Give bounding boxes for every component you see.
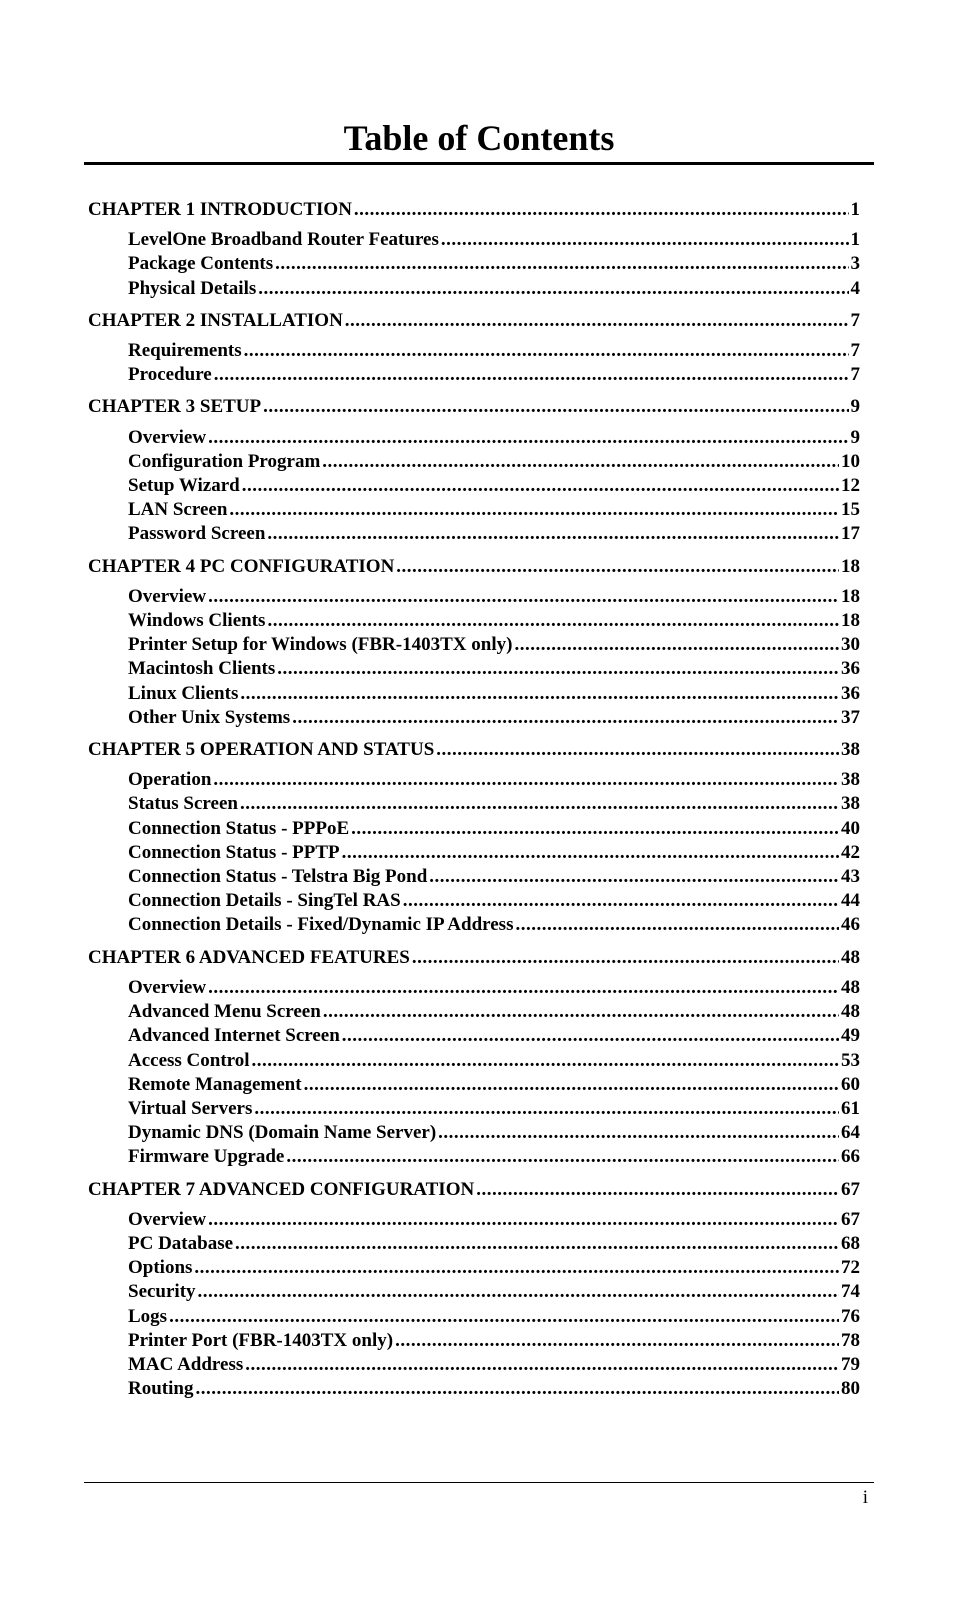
- toc-section-entry[interactable]: [88, 363, 860, 387]
- dot-leader: [267, 522, 839, 546]
- toc-section-entry-page-number: 44: [841, 890, 860, 912]
- toc-section-entry-page-number: 64: [841, 1122, 860, 1144]
- dot-leader: [429, 865, 839, 889]
- toc-section-entry-page-number: 48: [841, 1001, 860, 1023]
- toc-section-entry-page-number: 40: [841, 817, 860, 839]
- toc-section-entry-label: Windows Clients: [128, 610, 266, 632]
- toc-section-entry-label: Operation: [128, 769, 212, 791]
- toc-chapter-entry-label: CHAPTER 3 SETUP: [88, 396, 262, 418]
- toc-section-entry-page-number: 49: [841, 1025, 860, 1047]
- toc-chapter-entry-label: CHAPTER 2 INSTALLATION: [88, 309, 343, 331]
- dot-leader: [195, 1377, 839, 1401]
- dot-leader: [286, 1145, 839, 1169]
- toc-section-entry-page-number: 17: [841, 523, 860, 545]
- toc-section-entry[interactable]: [88, 889, 860, 913]
- toc-section-entry-page-number: 36: [841, 658, 860, 680]
- toc-chapter-entry[interactable]: [88, 198, 860, 222]
- toc-chapter-entry-label: CHAPTER 4 PC CONFIGURATION: [88, 555, 395, 577]
- chapter-block: [88, 309, 860, 388]
- toc-chapter-entry-page-number: 38: [841, 739, 860, 761]
- toc-section-entry-label: Access Control: [128, 1049, 250, 1071]
- toc-section-entry[interactable]: [88, 228, 860, 252]
- dot-leader: [515, 913, 839, 937]
- toc-section-entry-label: Printer Setup for Windows (FBR-1403TX only): [128, 634, 513, 656]
- toc-section-entry[interactable]: [88, 1000, 860, 1024]
- toc-section-entry[interactable]: [88, 474, 860, 498]
- dot-leader: [342, 1024, 839, 1048]
- toc-section-entry[interactable]: [88, 1256, 860, 1280]
- toc-chapter-entry[interactable]: [88, 395, 860, 419]
- page-title: Table of Contents: [343, 118, 615, 158]
- toc-section-entry-page-number: 72: [841, 1257, 860, 1279]
- toc-section-entry-page-number: 80: [841, 1378, 860, 1400]
- toc-section-entry-label: Configuration Program: [128, 450, 321, 472]
- toc-section-entry-label: Security: [128, 1281, 196, 1303]
- dot-leader: [229, 498, 839, 522]
- toc-section-entry[interactable]: [88, 706, 860, 730]
- dot-leader: [304, 1073, 839, 1097]
- toc-section-entry-page-number: 37: [841, 706, 860, 728]
- toc-section-entry-page-number: 36: [841, 682, 860, 704]
- table-of-contents: [88, 198, 860, 1409]
- toc-section-entry[interactable]: [88, 1073, 860, 1097]
- toc-chapter-entry-page-number: 1: [850, 199, 860, 220]
- toc-section-entry[interactable]: [88, 339, 860, 363]
- toc-section-entry-label: Overview: [128, 426, 207, 448]
- dot-leader: [277, 657, 839, 681]
- toc-section-entry[interactable]: [88, 1024, 860, 1048]
- toc-chapter-entry[interactable]: [88, 555, 860, 579]
- toc-section-entry-label: Package Contents: [128, 253, 274, 275]
- toc-section-entry-label: Connection Status - PPPoE: [128, 817, 350, 839]
- toc-section-entry-page-number: 46: [841, 914, 860, 936]
- toc-section-entry-label: Overview: [128, 1208, 207, 1230]
- dot-leader: [244, 339, 849, 363]
- toc-chapter-entry-page-number: 48: [841, 946, 860, 968]
- chapter-block: [88, 738, 860, 938]
- toc-section-entry-label: Status Screen: [128, 793, 238, 815]
- toc-chapter-entry[interactable]: [88, 738, 860, 762]
- toc-section-entry-page-number: 60: [841, 1073, 860, 1095]
- toc-section-entry[interactable]: [88, 1280, 860, 1304]
- toc-section-entry-page-number: 53: [841, 1049, 860, 1071]
- dot-leader: [412, 946, 839, 970]
- toc-section-entry-label: Options: [128, 1257, 193, 1279]
- toc-section-entry[interactable]: [88, 277, 860, 301]
- toc-section-entry[interactable]: [88, 1208, 860, 1232]
- dot-leader: [275, 252, 848, 276]
- toc-section-entry-page-number: 9: [850, 426, 860, 448]
- toc-section-entry-label: LAN Screen: [128, 499, 228, 521]
- toc-section-entry-label: Connection Status - PPTP: [128, 841, 340, 863]
- toc-section-entry[interactable]: [88, 585, 860, 609]
- toc-section-entry[interactable]: [88, 841, 860, 865]
- dot-leader: [514, 633, 839, 657]
- dot-leader: [436, 738, 839, 762]
- toc-section-entry-label: LevelOne Broadband Router Features: [128, 229, 439, 251]
- toc-section-entry[interactable]: [88, 609, 860, 633]
- toc-section-entry-label: Remote Management: [128, 1073, 302, 1095]
- toc-section-entry[interactable]: [88, 1232, 860, 1256]
- toc-section-entry-label: Virtual Servers: [128, 1097, 253, 1119]
- toc-section-entry[interactable]: [88, 657, 860, 681]
- toc-section-entry[interactable]: [88, 865, 860, 889]
- dot-leader: [441, 228, 849, 252]
- toc-section-entry[interactable]: [88, 1097, 860, 1121]
- dot-leader: [240, 682, 839, 706]
- dot-leader: [208, 426, 848, 450]
- toc-chapter-entry-label: CHAPTER 5 OPERATION AND STATUS: [88, 739, 435, 761]
- toc-section-entry-label: Setup Wizard: [128, 475, 240, 497]
- toc-section-entry-label: Advanced Internet Screen: [128, 1025, 340, 1047]
- toc-section-entry-label: Macintosh Clients: [128, 658, 276, 680]
- dot-leader: [267, 609, 839, 633]
- toc-section-entry-page-number: 4: [850, 277, 860, 299]
- toc-section-entry-page-number: 74: [841, 1281, 860, 1303]
- dot-leader: [198, 1280, 839, 1304]
- toc-section-entry[interactable]: [88, 1329, 860, 1353]
- dot-leader: [252, 1049, 839, 1073]
- toc-section-entry-page-number: 78: [841, 1329, 860, 1351]
- toc-section-entry[interactable]: [88, 1121, 860, 1145]
- title-divider: [84, 162, 874, 165]
- toc-section-entry-label: Procedure: [128, 364, 212, 386]
- toc-section-entry-label: Printer Port (FBR-1403TX only): [128, 1329, 394, 1351]
- toc-section-entry-page-number: 7: [850, 340, 860, 362]
- chapter-block: [88, 1178, 860, 1402]
- toc-section-entry-label: Physical Details: [128, 277, 257, 299]
- toc-section-entry[interactable]: [88, 682, 860, 706]
- toc-section-entry-page-number: 42: [841, 841, 860, 863]
- toc-section-entry-page-number: 66: [841, 1146, 860, 1168]
- toc-chapter-entry-page-number: 67: [841, 1178, 860, 1200]
- toc-chapter-entry-page-number: 18: [841, 555, 860, 577]
- toc-section-entry-label: Advanced Menu Screen: [128, 1001, 321, 1023]
- toc-section-entry-page-number: 48: [841, 976, 860, 998]
- toc-section-entry[interactable]: [88, 1377, 860, 1401]
- toc-section-entry-page-number: 1: [850, 229, 860, 251]
- toc-section-entry-page-number: 61: [841, 1097, 860, 1119]
- chapter-block: [88, 946, 860, 1170]
- dot-leader: [438, 1121, 839, 1145]
- toc-section-entry-label: Other Unix Systems: [128, 706, 291, 728]
- toc-section-entry-label: Dynamic DNS (Domain Name Server): [128, 1122, 437, 1144]
- dot-leader: [403, 889, 839, 913]
- toc-chapter-entry[interactable]: [88, 309, 860, 333]
- toc-section-entry-page-number: 30: [841, 634, 860, 656]
- toc-section-entry-label: Connection Details - SingTel RAS: [128, 890, 401, 912]
- dot-leader: [292, 706, 839, 730]
- toc-chapter-entry[interactable]: [88, 946, 860, 970]
- toc-section-entry[interactable]: [88, 1353, 860, 1377]
- toc-section-entry-page-number: 43: [841, 866, 860, 888]
- toc-section-entry[interactable]: [88, 976, 860, 1000]
- toc-section-entry[interactable]: [88, 522, 860, 546]
- dot-leader: [351, 817, 839, 841]
- dot-leader: [395, 1329, 839, 1353]
- dot-leader: [194, 1256, 839, 1280]
- toc-section-entry-page-number: 10: [841, 450, 860, 472]
- dot-leader: [208, 585, 839, 609]
- toc-section-entry-label: Password Screen: [128, 523, 266, 545]
- toc-section-entry-label: Overview: [128, 585, 207, 607]
- toc-section-entry-label: Connection Details - Fixed/Dynamic IP Address: [128, 914, 514, 936]
- toc-section-entry[interactable]: [88, 426, 860, 450]
- toc-chapter-entry-page-number: 7: [850, 309, 860, 331]
- toc-section-entry-page-number: 18: [841, 585, 860, 607]
- chapter-block: [88, 198, 860, 301]
- dot-leader: [396, 555, 839, 579]
- dot-leader: [258, 277, 848, 301]
- dot-leader: [240, 792, 839, 816]
- footer-divider: [84, 1482, 874, 1483]
- toc-chapter-entry-label: CHAPTER 6 ADVANCED FEATURES: [88, 946, 410, 968]
- toc-section-entry-page-number: 76: [841, 1305, 860, 1327]
- toc-section-entry-page-number: 3: [850, 253, 860, 275]
- toc-section-entry-page-number: 79: [841, 1353, 860, 1375]
- dot-leader: [245, 1353, 839, 1377]
- chapter-block: [88, 395, 860, 546]
- dot-leader: [354, 198, 849, 222]
- toc-section-entry-page-number: 7: [850, 364, 860, 386]
- toc-chapter-entry-label: CHAPTER 1 INTRODUCTION: [88, 199, 352, 220]
- toc-section-entry-label: Logs: [128, 1305, 168, 1327]
- dot-leader: [169, 1305, 839, 1329]
- toc-section-entry-page-number: 12: [841, 475, 860, 497]
- toc-section-entry-label: PC Database: [128, 1232, 234, 1254]
- toc-section-entry-label: Overview: [128, 976, 207, 998]
- dot-leader: [213, 768, 839, 792]
- dot-leader: [208, 1208, 839, 1232]
- toc-section-entry-label: Firmware Upgrade: [128, 1146, 285, 1168]
- dot-leader: [235, 1232, 839, 1256]
- toc-section-entry-page-number: 38: [841, 793, 860, 815]
- toc-section-entry-label: Connection Status - Telstra Big Pond: [128, 866, 428, 888]
- toc-section-entry[interactable]: [88, 1049, 860, 1073]
- dot-leader: [322, 450, 839, 474]
- dot-leader: [476, 1178, 839, 1202]
- toc-section-entry-label: Routing: [128, 1378, 194, 1400]
- dot-leader: [263, 395, 848, 419]
- toc-chapter-entry[interactable]: [88, 1178, 860, 1202]
- dot-leader: [214, 363, 849, 387]
- toc-section-entry-page-number: 38: [841, 769, 860, 791]
- toc-section-entry[interactable]: [88, 633, 860, 657]
- dot-leader: [345, 309, 849, 333]
- toc-section-entry[interactable]: [88, 450, 860, 474]
- toc-section-entry[interactable]: [88, 792, 860, 816]
- dot-leader: [342, 841, 839, 865]
- page-number: i: [862, 1487, 868, 1508]
- chapter-block: [88, 555, 860, 730]
- toc-section-entry-label: Linux Clients: [128, 682, 239, 704]
- dot-leader: [208, 976, 839, 1000]
- toc-section-entry-page-number: 67: [841, 1208, 860, 1230]
- toc-section-entry[interactable]: [88, 498, 860, 522]
- toc-chapter-entry-page-number: 9: [850, 396, 860, 418]
- toc-section-entry[interactable]: [88, 768, 860, 792]
- toc-section-entry[interactable]: [88, 252, 860, 276]
- dot-leader: [242, 474, 839, 498]
- toc-section-entry-page-number: 18: [841, 610, 860, 632]
- toc-section-entry[interactable]: [88, 1145, 860, 1169]
- toc-section-entry-page-number: 15: [841, 499, 860, 521]
- toc-section-entry-label: MAC Address: [128, 1353, 244, 1375]
- toc-section-entry[interactable]: [88, 817, 860, 841]
- dot-leader: [323, 1000, 839, 1024]
- toc-section-entry-page-number: 68: [841, 1232, 860, 1254]
- dot-leader: [254, 1097, 839, 1121]
- toc-section-entry[interactable]: [88, 913, 860, 937]
- toc-chapter-entry-label: CHAPTER 7 ADVANCED CONFIGURATION: [88, 1178, 475, 1200]
- toc-section-entry-label: Requirements: [128, 340, 242, 362]
- toc-section-entry[interactable]: [88, 1305, 860, 1329]
